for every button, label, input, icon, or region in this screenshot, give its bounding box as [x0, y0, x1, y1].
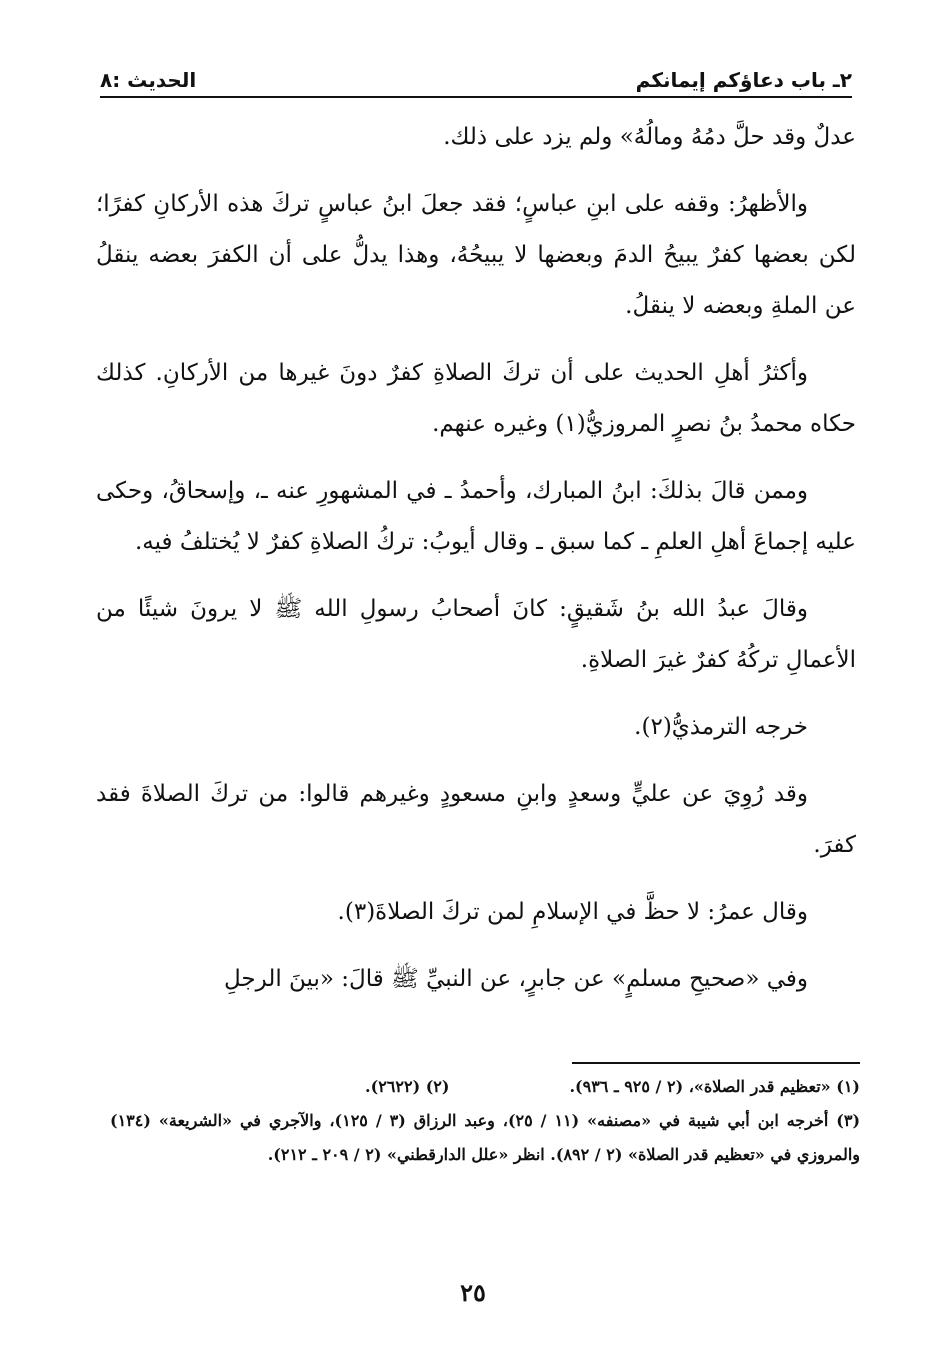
- chapter-title: ٢ـ باب دعاؤكم إيمانكم: [635, 68, 852, 92]
- paragraph: وقال عمرُ: لا حظَّ في الإسلامِ لمن تركَ الصلاةَ(٣).: [337, 899, 808, 925]
- running-header: [100, 58, 852, 92]
- paragraph: وأكثرُ أهلِ الحديث على أن تركَ الصلاةِ كفرٌ دونَ غيرها من الأركانِ. كذلك حكاه محمدُ بنُ نصرٍ المروزيُّ(١) وغيره عنهم.: [96, 360, 856, 437]
- footnote-divider: [572, 1062, 860, 1064]
- paragraph: والأظهرُ: وقفه على ابنِ عباسٍ؛ فقد جعلَ ابنُ عباسٍ تركَ هذه الأركانِ كفرًا؛ لكن بعضها كفرٌ يبيحُ الدمَ وبعضها لا يبيحُهُ، وهذا يدلُّ على أن الكفرَ بعضه ينقلُ عن الملةِ وبعضه لا ينقلُ.: [96, 191, 856, 319]
- footnote-3: (٣) أخرجه ابن أبي شيبة في «مصنفه» (١١ / ٢٥)، وعبد الرزاق (٣ / ١٢٥)، والآجري في «الشريعة» (١٣٤) والمروزي في «تعظيم قدر الصلاة» (٢ / ٨٩٢). انظر «علل الدارقطني» (٢ / ٢٠٩ ـ ٢١٢).: [110, 1111, 861, 1164]
- hadith-number: الحديث :٨: [100, 68, 197, 92]
- footnote-1: (١) «تعظيم قدر الصلاة»، (٢ / ٩٢٥ ـ ٩٣٦).: [569, 1077, 860, 1096]
- paragraph: خرجه الترمذيُّ(٢).: [634, 714, 808, 740]
- paragraph: وممن قالَ بذلكَ: ابنُ المبارك، وأحمدُ ـ في المشهورِ عنه ـ، وإسحاقُ، وحكى عليه إجماعَ أهلِ العلمِ ـ كما سبق ـ وقال أيوبُ: تركُ الصلاةِ كفرٌ لا يُختلفُ فيه.: [96, 478, 856, 555]
- paragraph: وقد رُوِيَ عن عليٍّ وسعدٍ وابنِ مسعودٍ وغيرهم قالوا: من تركَ الصلاةَ فقد كفرَ.: [96, 781, 856, 858]
- paragraph-continuation: عدلٌ وقد حلَّ دمُهُ ومالُهُ» ولم يزد على ذلك.: [443, 124, 856, 150]
- main-text: [96, 112, 856, 1021]
- page-number: ٢٥: [460, 1278, 486, 1307]
- footnote-row: [110, 1070, 860, 1104]
- paragraph: وقالَ عبدُ الله بنُ شَقيقٍ: كانَ أصحابُ رسولِ الله ﷺ لا يرونَ شيئًا من الأعمالِ تركُهُ كفرٌ غيرَ الصلاةِ.: [96, 596, 856, 673]
- footnote-2: (٢) (٢٦٢٢).: [365, 1077, 450, 1096]
- header-divider: [100, 96, 852, 98]
- footnotes: [110, 1070, 860, 1172]
- paragraph: وفي «صحيحِ مسلمٍ» عن جابرٍ، عن النبيِّ ﷺ قالَ: «بينَ الرجلِ: [224, 966, 808, 992]
